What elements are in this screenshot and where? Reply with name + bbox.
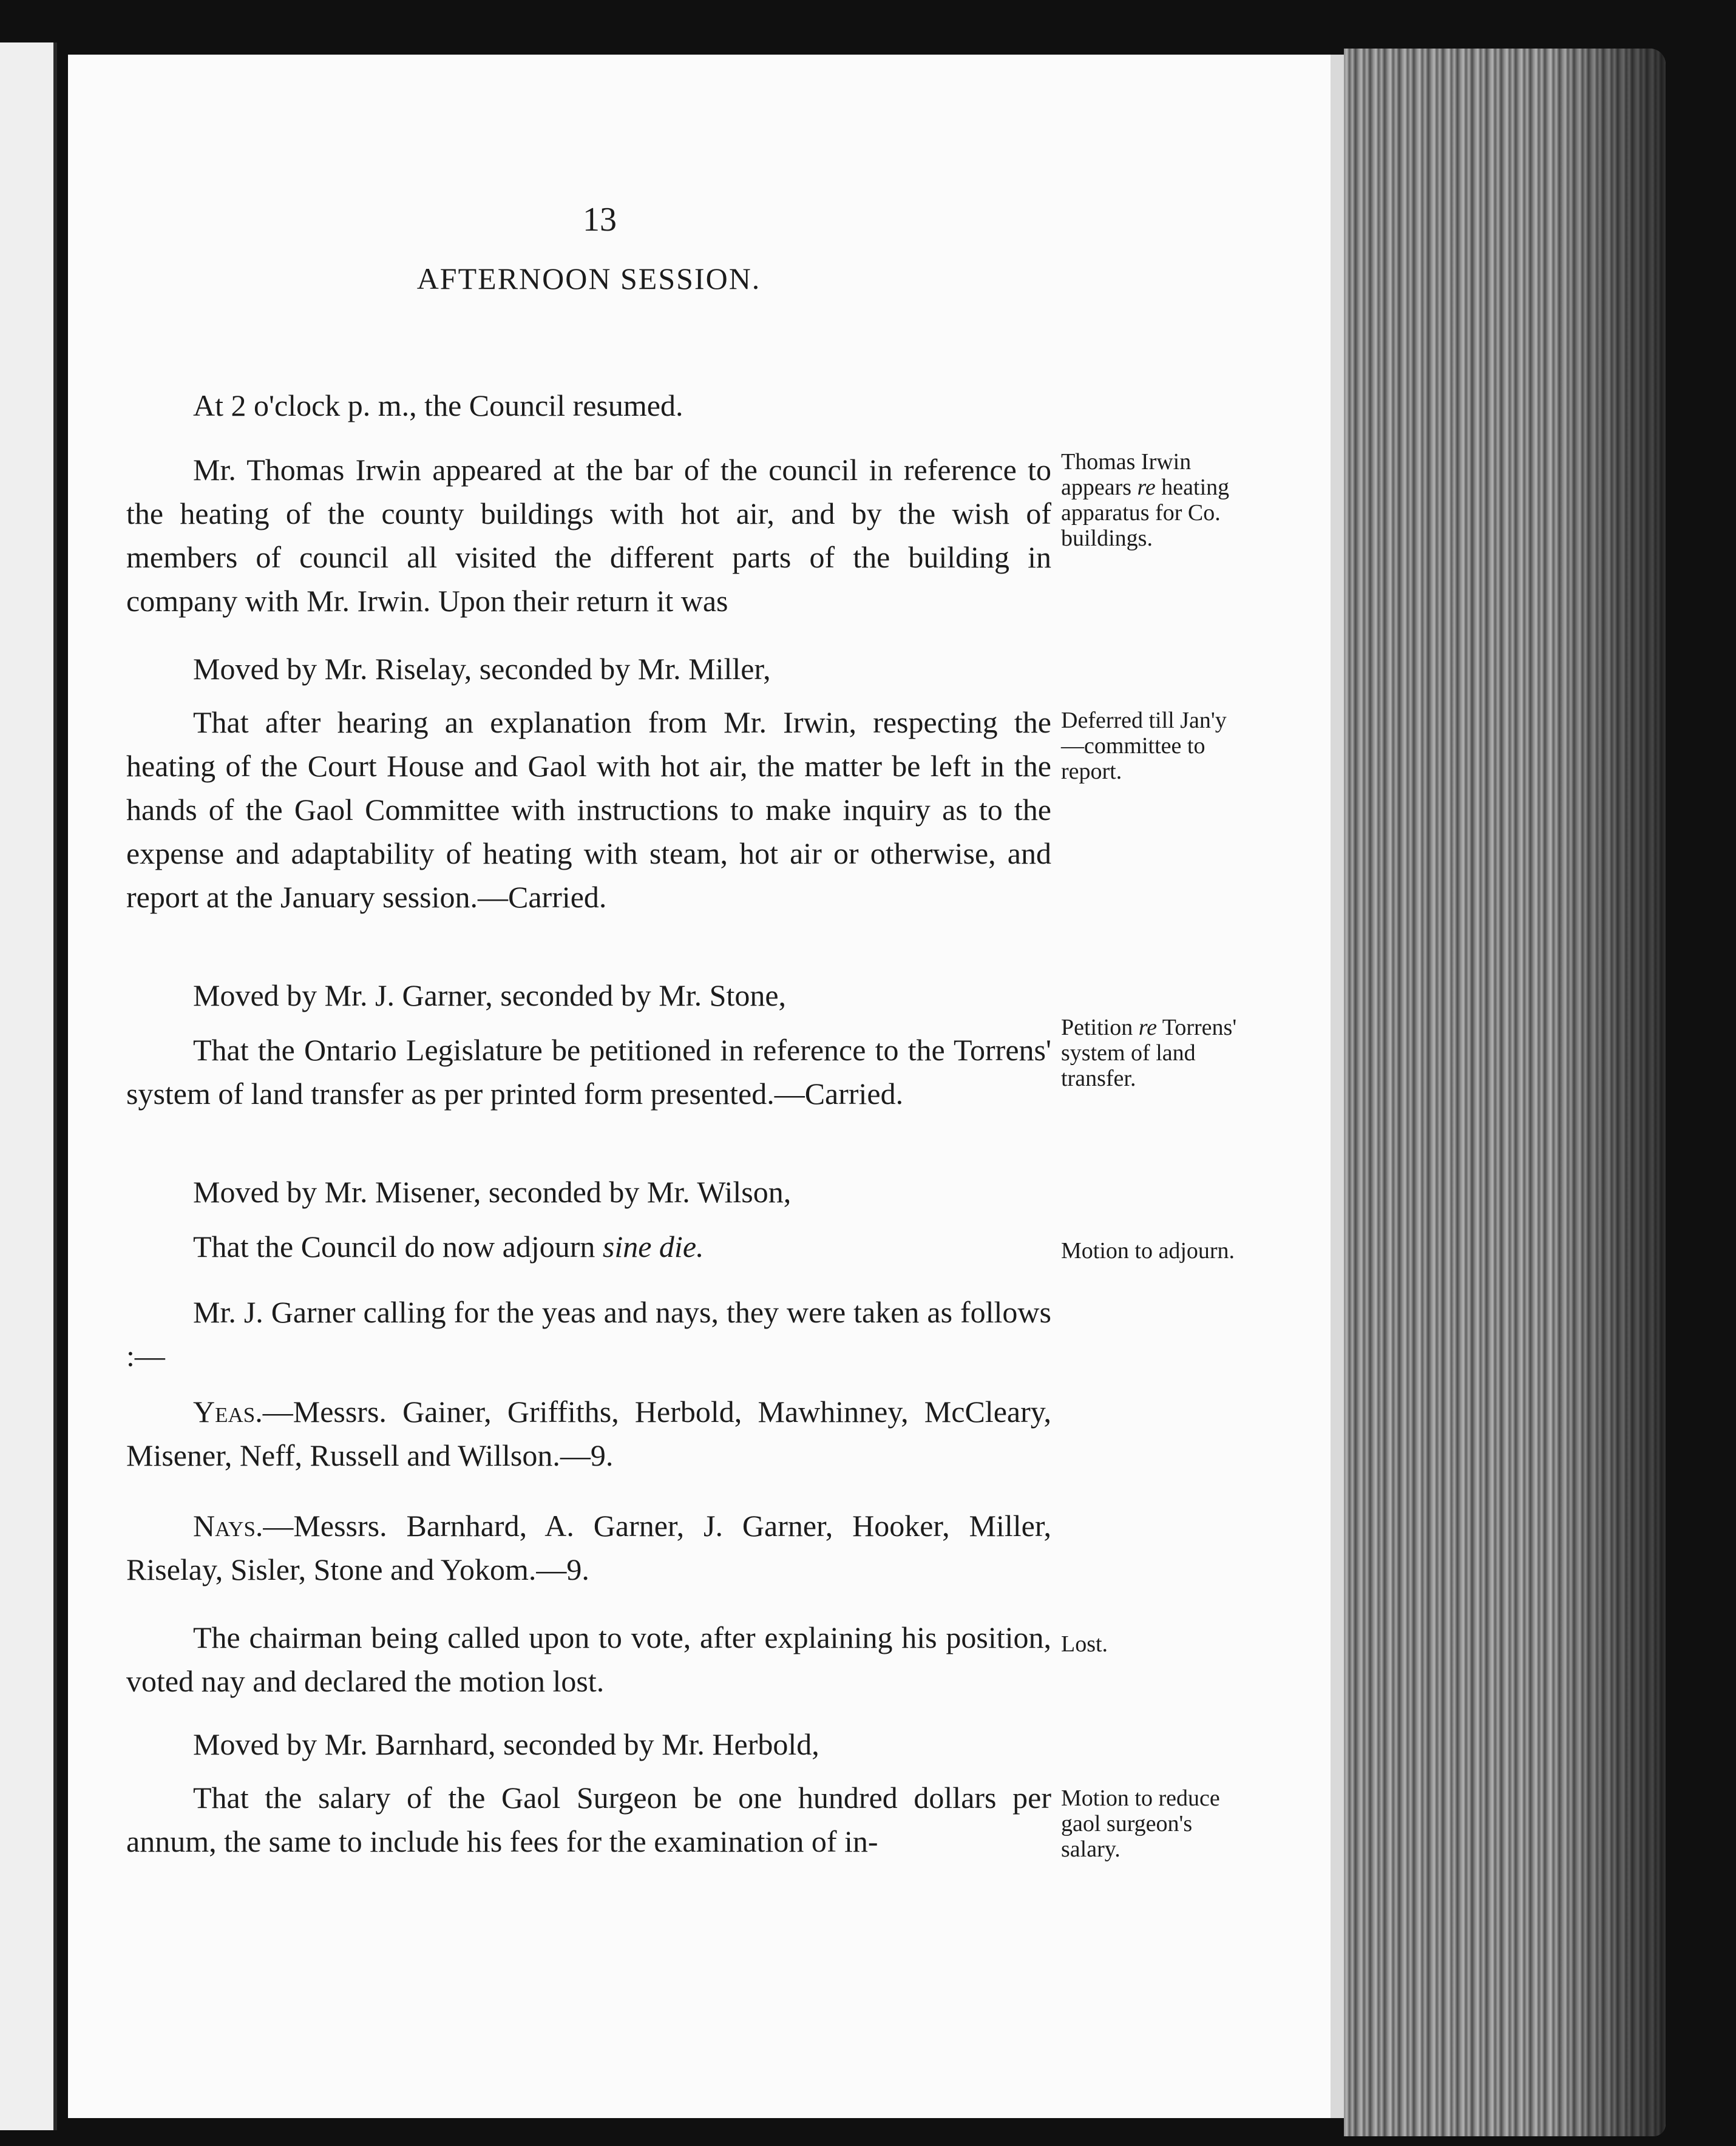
- note-irwin-re: re: [1137, 475, 1156, 500]
- paragraph-resumed: At 2 o'clock p. m., the Council resumed.: [193, 388, 683, 422]
- left-page-edge: [0, 42, 57, 2130]
- paragraph-moved-misener: Moved by Mr. Misener, seconded by Mr. Wilson,: [193, 1175, 792, 1209]
- margin-note-lost: Lost.: [1061, 1631, 1108, 1657]
- paragraph-torrens-motion: That the Ontario Legislature be petitioned in reference to the Torrens' system of land transfer as per printed form presented.—Carried.: [126, 1033, 1051, 1111]
- note-irwin-prefix: Thomas Irwin appears: [1061, 449, 1192, 500]
- paragraph-adjourn: [126, 1225, 1051, 1268]
- book-edge-shadow: [1554, 49, 1666, 2136]
- paragraph-chairman-vote: The chairman being called upon to vote, after explaining his position, voted nay and declared the motion lost.: [126, 1620, 1051, 1698]
- page-number: 13: [583, 201, 617, 239]
- paragraph-nays: [126, 1504, 1051, 1591]
- note-petition-prefix: Petition: [1061, 1015, 1139, 1040]
- nays-label: Nays.: [193, 1509, 263, 1543]
- note-petition-re: re: [1138, 1015, 1157, 1040]
- adjourn-text: That the Council do now adjourn: [193, 1230, 603, 1264]
- note-petition-suffix: Torrens' system of land transfer.: [1061, 1015, 1237, 1091]
- paragraph-irwin: Mr. Thomas Irwin appeared at the bar of the council in reference to the heating of the county buildings with hot air, and by the wish of members of council all visited the different parts of the building in company with Mr. Irwin. Upon their return it was: [126, 453, 1051, 618]
- yeas-list: —Messrs. Gainer, Griffiths, Herbold, Mawhinney, McCleary, Misener, Neff, Russell and Willson.—9.: [126, 1395, 1051, 1472]
- margin-note-adjourn: Motion to adjourn.: [1061, 1238, 1235, 1264]
- margin-note-salary: Motion to reduce gaol surgeon's salary.: [1061, 1786, 1220, 1862]
- nays-list: —Messrs. Barnhard, A. Garner, J. Garner, Hooker, Miller, Riselay, Sisler, Stone and Yokom.—9.: [126, 1509, 1051, 1586]
- margin-note-petition: [1061, 1015, 1237, 1091]
- margin-note-deferred: Deferred till Jan'y—committee to report.: [1061, 708, 1227, 784]
- paragraph-heating-motion: That after hearing an explanation from Mr. Irwin, respecting the heating of the Court House and Gaol with hot air, the matter be left in the hands of the Gaol Committee with instructions to make inquiry as to the expense and adaptability of heating with steam, hot air or otherwise, and report at the January session.—Carried.: [126, 705, 1051, 914]
- paragraph-moved-barnhard: Moved by Mr. Barnhard, seconded by Mr. Herbold,: [193, 1727, 819, 1761]
- section-title: AFTERNOON SESSION.: [416, 262, 761, 296]
- paragraph-moved-riselay: Moved by Mr. Riselay, seconded by Mr. Miller,: [193, 652, 771, 686]
- adjourn-sine-die: sine die.: [602, 1230, 704, 1264]
- margin-note-irwin: [1061, 449, 1237, 551]
- note-irwin-suffix: heating apparatus for Co. buildings.: [1061, 475, 1230, 551]
- page-gutter-shadow: [1331, 55, 1344, 2118]
- paragraph-salary-motion: That the salary of the Gaol Surgeon be one hundred dollars per annum, the same to include his fees for the examination of in-: [126, 1781, 1051, 1858]
- paragraph-moved-garner: Moved by Mr. J. Garner, seconded by Mr. Stone,: [193, 978, 787, 1012]
- paragraph-yeas: [126, 1390, 1051, 1477]
- paragraph-yeas-nays-call: Mr. J. Garner calling for the yeas and nays, they were taken as follows :—: [126, 1295, 1051, 1373]
- yeas-label: Yeas.: [193, 1395, 263, 1429]
